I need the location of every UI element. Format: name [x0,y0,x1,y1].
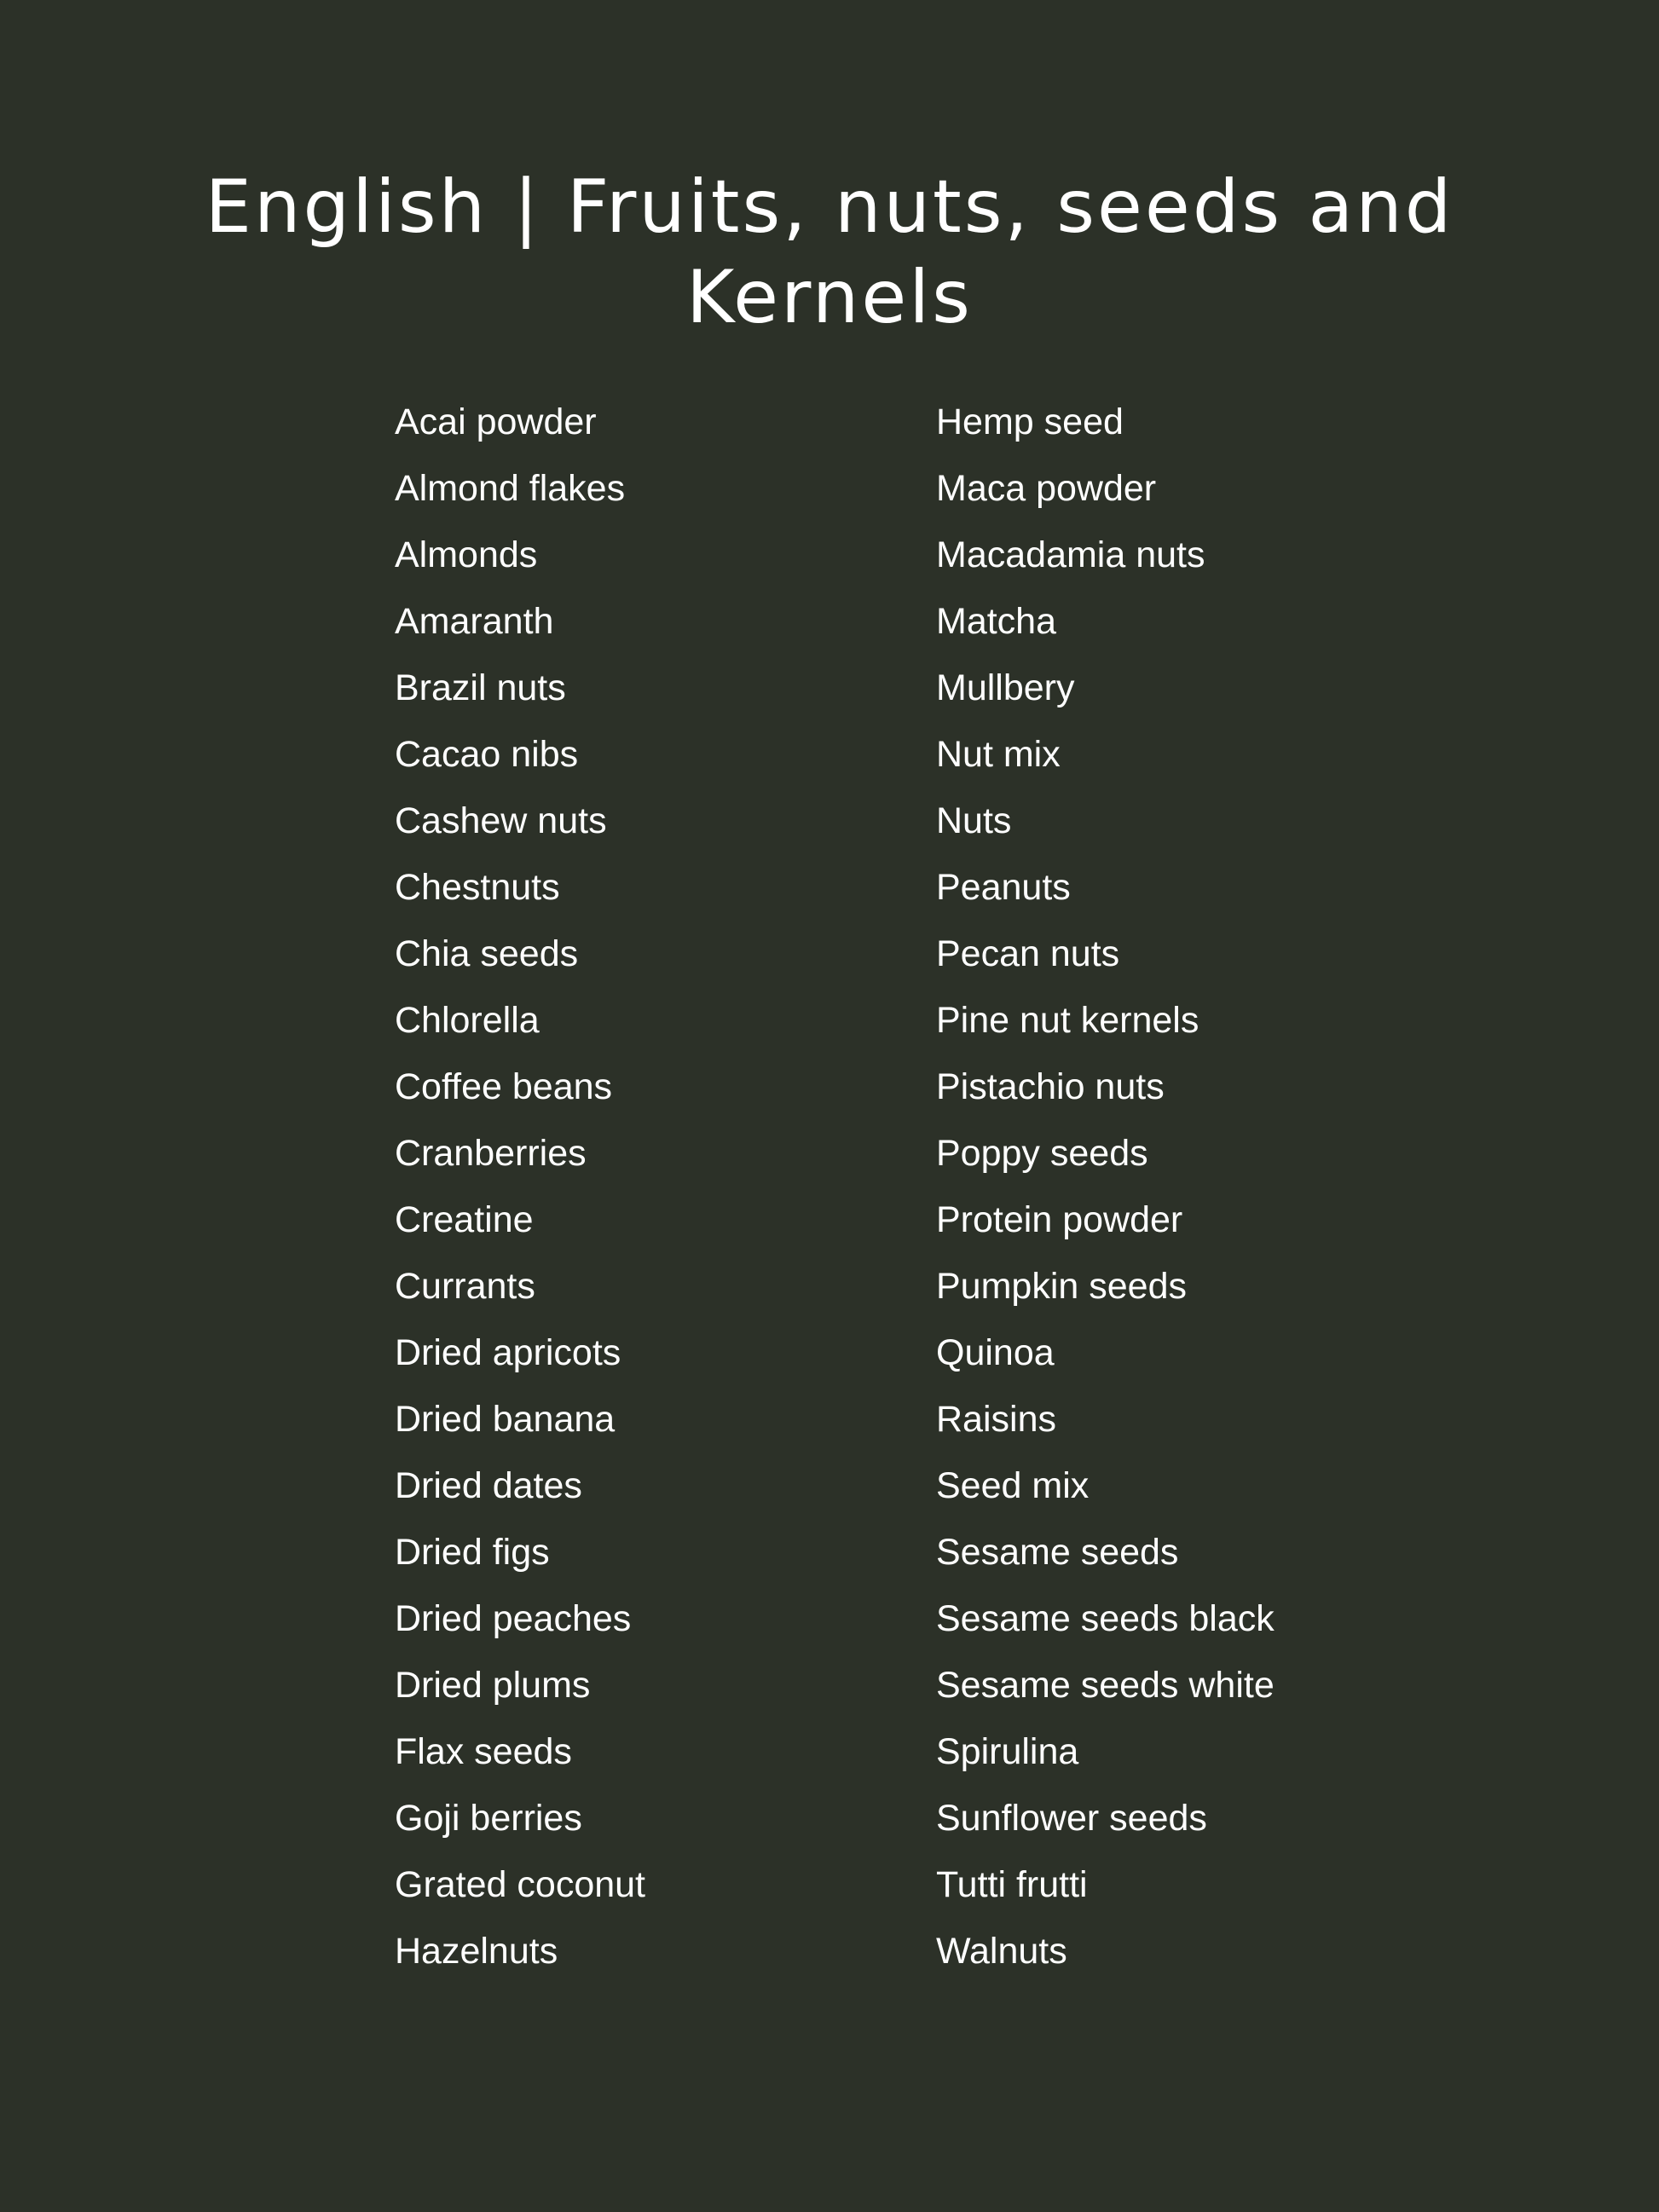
left-column-item: Brazil nuts [395,667,566,708]
right-column-item: Maca powder [936,468,1157,509]
left-column-item: Almond flakes [395,468,626,509]
left-column-item: Flax seeds [395,1731,572,1772]
left-column-item: Goji berries [395,1798,582,1839]
left-column-item: Chlorella [395,1000,540,1041]
left-column-item: Grated coconut [395,1864,646,1905]
left-column-item: Creatine [395,1199,534,1240]
right-column-item: Tutti frutti [936,1864,1088,1905]
left-column-item: Acai powder [395,401,597,442]
right-column-item: Hemp seed [936,401,1124,442]
left-column-item: Chestnuts [395,867,560,908]
right-column-item: Pecan nuts [936,933,1120,974]
right-column-item: Sesame seeds white [936,1665,1275,1706]
left-column-list [395,396,872,1992]
page-title-line-2: Kernels [686,255,973,340]
right-column-item: Pine nut kernels [936,1000,1199,1041]
right-column-item: Poppy seeds [936,1133,1148,1174]
left-column-item: Cranberries [395,1133,587,1174]
right-column-item: Sunflower seeds [936,1798,1207,1839]
right-column-item: Matcha [936,601,1057,642]
left-column-item: Hazelnuts [395,1931,558,1972]
right-column-item: Sesame seeds black [936,1598,1275,1639]
left-column-item: Chia seeds [395,933,579,974]
right-column-list [936,396,1499,1992]
left-column-item: Cacao nibs [395,734,579,775]
left-column-item: Cashew nuts [395,800,607,841]
right-column-item: Nut mix [936,734,1061,775]
right-column-item: Protein powder [936,1199,1183,1240]
right-column-item: Quinoa [936,1332,1055,1373]
left-column-item: Amaranth [395,601,554,642]
left-column-item: Dried banana [395,1399,616,1440]
left-column-item: Dried figs [395,1532,550,1573]
right-column-item: Nuts [936,800,1012,841]
right-column-item: Pistachio nuts [936,1066,1165,1107]
right-column-item: Raisins [936,1399,1056,1440]
right-column-item: Walnuts [936,1931,1067,1972]
left-column-item: Dried plums [395,1665,591,1706]
page-title-line-1: English | Fruits, nuts, seeds and [205,165,1454,250]
right-column-item: Seed mix [936,1465,1090,1506]
right-column-item: Pumpkin seeds [936,1266,1187,1307]
right-column-item: Peanuts [936,867,1071,908]
page-title [0,162,1659,343]
left-column-item: Dried peaches [395,1598,632,1639]
left-column-item: Coffee beans [395,1066,613,1107]
right-column-item: Spirulina [936,1731,1079,1772]
left-column-item: Almonds [395,534,538,575]
left-column-item: Currants [395,1266,535,1307]
left-column-item: Dried dates [395,1465,582,1506]
right-column-item: Mullbery [936,667,1075,708]
left-column-item: Dried apricots [395,1332,621,1373]
right-column-item: Sesame seeds [936,1532,1179,1573]
right-column-item: Macadamia nuts [936,534,1205,575]
